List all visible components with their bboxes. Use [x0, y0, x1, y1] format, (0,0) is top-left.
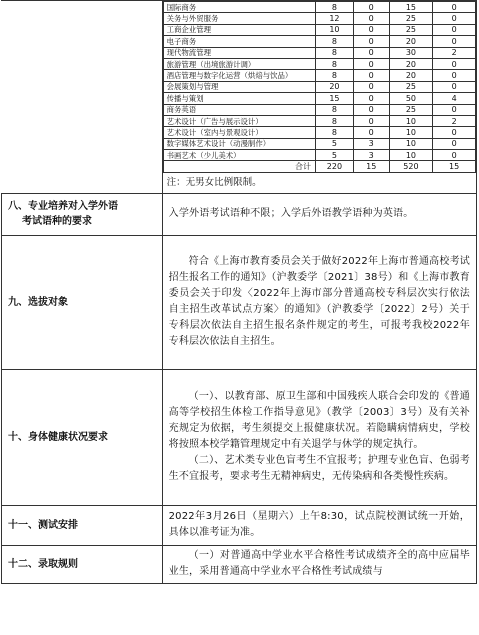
programs-cell [162, 1, 476, 194]
program-value-cell: 8 [316, 36, 354, 47]
program-value-cell: 0 [353, 104, 389, 115]
program-row [163, 70, 475, 81]
program-row [163, 58, 475, 69]
program-value-cell: 0 [353, 70, 389, 81]
program-value-cell: 8 [316, 127, 354, 138]
program-value-cell: 50 [389, 93, 433, 104]
program-value-cell: 0 [353, 127, 389, 138]
program-value-cell: 25 [389, 24, 433, 35]
program-row [163, 36, 475, 47]
program-name-cell: 酒店管理与数字化运营（烘焙与饮品） [163, 70, 315, 81]
program-value-cell: 0 [433, 127, 476, 138]
program-value-cell: 8 [316, 58, 354, 69]
program-value-cell: 25 [389, 13, 433, 24]
admissions-table [1, 0, 477, 584]
program-value-cell: 10 [389, 138, 433, 149]
section-label-selection-target: 九、选拔对象 [2, 235, 163, 369]
section-label-admission-rules: 十二、录取规则 [2, 545, 163, 583]
total-row [163, 161, 475, 172]
program-value-cell: 0 [433, 13, 476, 24]
section-label-test-schedule: 十一、测试安排 [2, 505, 163, 545]
section-content-health-requirements [162, 369, 476, 505]
program-name-cell: 书画艺术（少儿美术） [163, 150, 315, 161]
program-value-cell: 8 [316, 115, 354, 126]
program-value-cell: 0 [433, 36, 476, 47]
program-name-cell: 传播与策划 [163, 93, 315, 104]
program-value-cell: 0 [433, 58, 476, 69]
program-value-cell: 0 [353, 36, 389, 47]
program-value-cell: 5 [316, 150, 354, 161]
program-value-cell: 20 [389, 70, 433, 81]
program-value-cell: 5 [316, 138, 354, 149]
program-name-cell: 艺术设计（室内与景观设计） [163, 127, 315, 138]
program-row [163, 150, 475, 161]
program-row [163, 127, 475, 138]
total-label-cell: 合计 [163, 161, 315, 172]
program-value-cell: 8 [316, 2, 354, 13]
section-content-admission-rules: （一）对普通高中学业水平合格性考试成绩齐全的高中应届毕业生，采用普通高中学业水平合格性考试成绩与 [162, 545, 476, 583]
program-value-cell: 0 [353, 93, 389, 104]
program-name-cell: 国际商务 [163, 2, 315, 13]
program-value-cell: 4 [433, 93, 476, 104]
program-name-cell: 关务与外贸服务 [163, 13, 315, 24]
program-value-cell: 15 [316, 93, 354, 104]
health-paragraph-2: （二）、艺术类专业色盲考生不宜报考；护理专业色盲、色弱考生不宜报考，要求考生无精神病史，无传染病和各类慢性疾病。 [168, 455, 470, 483]
program-row [163, 47, 475, 58]
program-value-cell: 0 [433, 138, 476, 149]
program-value-cell: 10 [389, 127, 433, 138]
program-name-cell: 旅游管理（出境旅游计调） [163, 58, 315, 69]
program-row [163, 13, 475, 24]
program-value-cell: 10 [389, 150, 433, 161]
program-value-cell: 0 [353, 24, 389, 35]
program-value-cell: 0 [433, 70, 476, 81]
program-value-cell: 0 [353, 13, 389, 24]
program-row [163, 104, 475, 115]
program-value-cell: 0 [353, 2, 389, 13]
total-value-cell: 15 [433, 161, 476, 172]
program-row [163, 81, 475, 92]
program-name-cell: 商务英语 [163, 104, 315, 115]
program-row [163, 115, 475, 126]
program-value-cell: 0 [353, 81, 389, 92]
program-value-cell: 2 [433, 47, 476, 58]
program-name-cell: 艺术设计（广告与展示设计） [163, 115, 315, 126]
program-value-cell: 8 [316, 70, 354, 81]
section-content-test-schedule: 2022年3月26日（星期六）上午8:30，试点院校测试统一开始，具体以准考证为准。 [162, 505, 476, 545]
programs-table [163, 1, 476, 173]
total-value-cell: 220 [316, 161, 354, 172]
label-line-2: 考试语种的要求 [22, 216, 92, 228]
program-value-cell: 12 [316, 13, 354, 24]
program-value-cell: 0 [353, 47, 389, 58]
total-value-cell: 520 [389, 161, 433, 172]
program-value-cell: 2 [433, 115, 476, 126]
program-name-cell: 工商企业管理 [163, 24, 315, 35]
program-value-cell: 20 [316, 81, 354, 92]
program-value-cell: 15 [389, 2, 433, 13]
program-name-cell: 数字媒体艺术设计（动漫制作） [163, 138, 315, 149]
program-value-cell: 10 [316, 24, 354, 35]
program-value-cell: 8 [316, 104, 354, 115]
program-value-cell: 0 [433, 24, 476, 35]
program-row [163, 93, 475, 104]
program-value-cell: 25 [389, 104, 433, 115]
program-value-cell: 0 [433, 2, 476, 13]
program-value-cell: 3 [353, 150, 389, 161]
program-row [163, 24, 475, 35]
section-label-health-requirements: 十、身体健康状况要求 [2, 369, 163, 505]
total-value-cell: 15 [353, 161, 389, 172]
program-row [163, 2, 475, 13]
program-name-cell: 电子商务 [163, 36, 315, 47]
program-name-cell: 会展策划与管理 [163, 81, 315, 92]
section-label-foreign-language [2, 193, 163, 235]
gender-ratio-note: 注：无男女比例限制。 [166, 176, 262, 188]
program-value-cell: 20 [389, 58, 433, 69]
program-value-cell: 0 [353, 58, 389, 69]
program-value-cell: 0 [433, 104, 476, 115]
program-value-cell: 30 [389, 47, 433, 58]
program-value-cell: 0 [433, 150, 476, 161]
health-paragraph-1: （一）、以教育部、原卫生部和中国残疾人联合会印发的《普通高等学校招生体检工作指导意见》（教学〔2003〕3号）及有关补充规定为依据，考生须提交上报健康状况。若隐瞒病情病史，学校将按照本校学籍管理规定中有关退学与休学的规定执行。 [168, 391, 470, 451]
program-value-cell: 10 [389, 115, 433, 126]
program-value-cell: 0 [353, 115, 389, 126]
section-content-foreign-language: 入学外语考试语种不限；入学后外语教学语种为英语。 [162, 193, 476, 235]
program-value-cell: 8 [316, 47, 354, 58]
program-name-cell: 现代物流管理 [163, 47, 315, 58]
program-row [163, 138, 475, 149]
section-content-selection-target: 符合《上海市教育委员会关于做好2022年上海市普通高校考试招生报名工作的通知》（沪教委学〔2021〕38号）和《上海市教育委员会关于印发〈2022年上海市部分普通高校专科层次实行依法自主招生改革试点方案〉的通知》（沪教委学〔2022〕2号）关于专科层次依法自主招生报名条件规定的考生，可报考我校2022年专科层次依法自主招生。 [162, 235, 476, 369]
program-value-cell: 20 [389, 36, 433, 47]
program-value-cell: 0 [433, 81, 476, 92]
program-value-cell: 3 [353, 138, 389, 149]
label-line-1: 八、专业培养对入学外语 [8, 201, 118, 213]
program-value-cell: 25 [389, 81, 433, 92]
